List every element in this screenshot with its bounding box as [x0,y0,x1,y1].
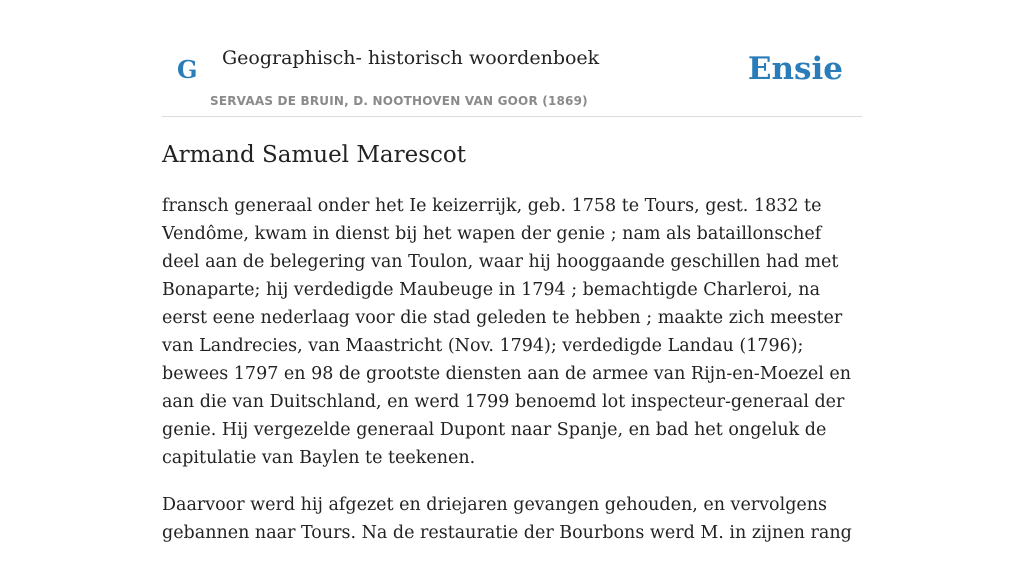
entry-title: Armand Samuel Marescot [162,142,466,168]
book-title-link[interactable]: Geographisch- historisch woordenboek [222,47,600,69]
entry-body [162,192,862,566]
brand-logo[interactable]: Ensie [747,51,843,87]
entry-paragraph: Daarvoor werd hij afgezet en driejaren gevangen gehouden, en vervolgens gebannen naar Tours. Na de restauratie der Bourbons werd M. in zijnen rang [162,495,852,543]
entry-paragraph: fransch generaal onder het Ie keizerrijk, geb. 1758 te Tours, gest. 1832 te Vendôme, kwam in dienst bij het wapen der genie ; nam als bataillonschef deel aan de belegering van Toulon, waar hij hooggaande geschillen had met Bonaparte; hij verdedigde Maubeuge in 1794 ; bemachtigde Charleroi, na eerst eene nederlaag voor die stad geleden te hebben ; maakte zich meester van Landrecies, van Maastricht (Nov. 1794); verdedigde Landau (1796); bewees 1797 en 98 de grootste diensten aan de armee van Rijn-en-Moezel en aan die van Duitschland, en werd 1799 benoemd lot inspecteur-generaal der genie. Hij vergezelde generaal Dupont naar Spanje, en bad het ongeluk de capitulatie van Baylen te teekenen. [162,196,852,468]
page-header [162,0,862,117]
book-logo-icon[interactable]: G [177,55,198,84]
book-author: SERVAAS DE BRUIN, D. NOOTHOVEN VAN GOOR (1869) [210,94,588,108]
